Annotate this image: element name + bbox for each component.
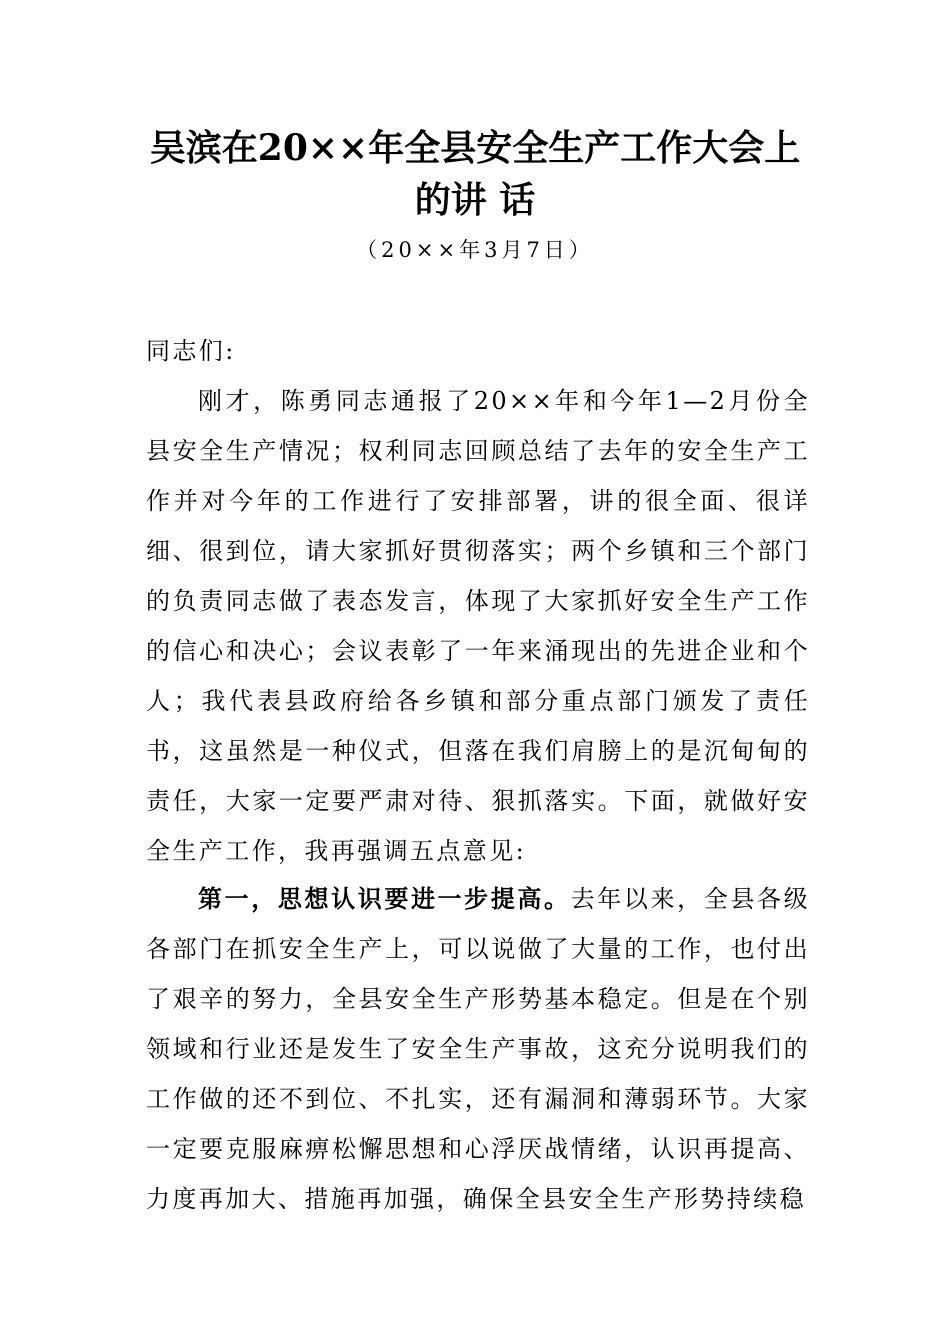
paragraph-intro: 刚才，陈勇同志通报了20××年和今年1—2月份全县安全生产情况；权利同志回顾总结了去年的安全生产工作并对今年的工作进行了安排部署，讲的很全面、很详细、很到位，请大家抓好贯彻落实；两个乡镇和三个部门的负责同志做了表态发言，体现了大家抓好安全生产工作的信心和决心；会议表彰了一年来涌现出的先进企业和个人；我代表县政府给各乡镇和部分重点部门颁发了责任书，这虽然是一种仪式，但落在我们肩膀上的是沉甸甸的责任，大家一定要严肃对待、狠抓落实。下面，就做好安全生产工作，我再强调五点意见: <box>146 387 810 865</box>
paragraph-body-text: 去年以来，全县各级各部门在抓安全生产上，可以说做了大量的工作，也付出了艰辛的努力，全县安全生产形势基本稳定。但是在个别领域和行业还是发生了安全生产事故，这充分说明我们的工作做的还不到位、不扎实，还有漏洞和薄弱环节。大家一定要克服麻痹松懈思想和心浮厌战情绪，认识再提高、力度再加大、措施再加强，确保全县安全生产形势持续稳 <box>146 885 810 1213</box>
salutation: 同志们: <box>146 337 236 365</box>
document-title-line1: 吴滨在20××年全县安全生产工作大会上 <box>149 127 801 169</box>
paragraph-first-point <box>146 874 810 1224</box>
document-title-line2: 的讲 话 <box>414 179 536 221</box>
speech-date: （20××年3月7日） <box>356 238 594 262</box>
paragraph-lead-heading: 第一，思想认识要进一步提高。 <box>198 885 571 913</box>
